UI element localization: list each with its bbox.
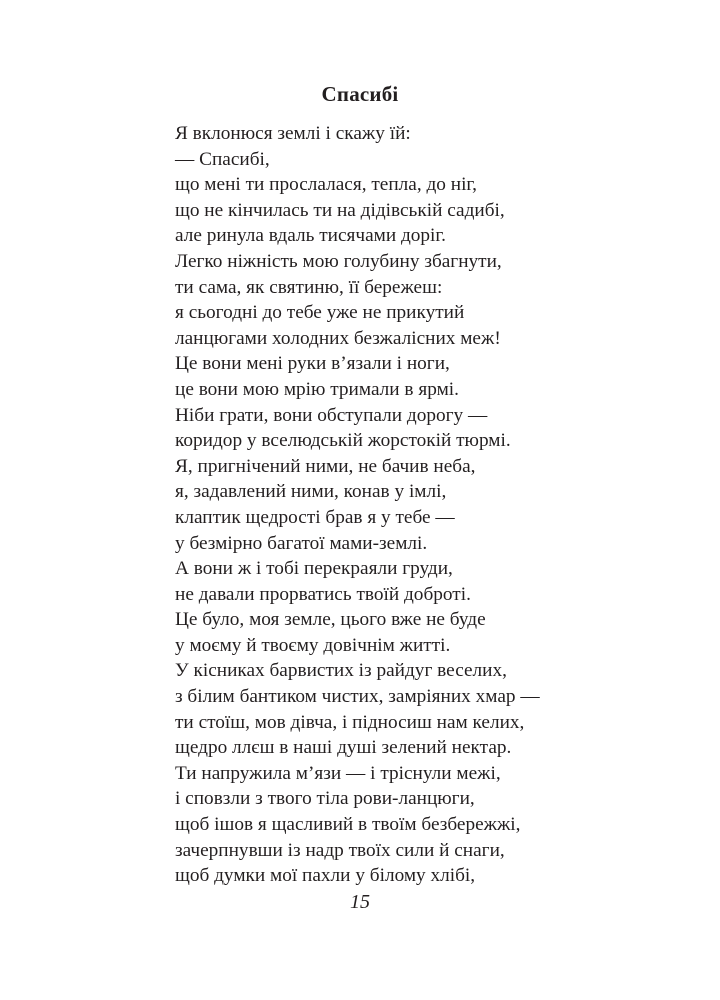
- poem-line: що мені ти прослалася, тепла, до ніг,: [175, 174, 477, 196]
- poem-line: зачерпнувши із надр твоїх сили й снаги,: [175, 839, 505, 861]
- poem-line: А вони ж і тобі перекраяли груди,: [175, 558, 453, 580]
- poem-line: щоб думки мої пахли у білому хлібі,: [175, 865, 476, 887]
- poem-title: Спасибі: [321, 82, 399, 106]
- poem-line: Ти напружила м’язи — і тріснули межі,: [175, 762, 501, 784]
- poem-line: Я вклонюся землі і скажу їй:: [175, 123, 411, 144]
- poem-line: я сьогодні до тебе уже не прикутий: [175, 302, 465, 324]
- poem-line: Це вони мені руки в’язали і ноги,: [175, 353, 450, 375]
- poem-line: У кісниках барвистих із райдуг веселих,: [175, 660, 507, 682]
- poem-line: ланцюгами холодних безжалісних меж!: [175, 327, 501, 349]
- poem-line: Легко ніжність мою голубину збагнути,: [175, 250, 502, 272]
- poem-line: Ніби грати, вони обступали дорогу —: [175, 404, 488, 426]
- poem-line: ти сама, як святиню, її бережеш:: [175, 276, 443, 298]
- poem-line: Це було, моя земле, цього вже не буде: [175, 609, 486, 631]
- poem-line: — Спасибі,: [175, 148, 270, 170]
- poem-line: коридор у вселюдській жорстокій тюрмі.: [175, 430, 511, 452]
- poem-line: це вони мою мрію тримали в ярмі.: [175, 378, 459, 400]
- poem-line: у безмірно багатої мами-землі.: [175, 532, 428, 554]
- poem-line: щоб ішов я щасливий в твоїм безбережжі,: [175, 814, 521, 836]
- poem-line: але ринула вдаль тисячами доріг.: [175, 225, 446, 247]
- poem-line: у моєму й твоєму довічнім житті.: [175, 634, 451, 656]
- poem-line: що не кінчилась ти на дідівській садибі,: [175, 199, 505, 221]
- poem-line: клаптик щедрості брав я у тебе —: [175, 506, 455, 528]
- poem-line: і сповзли з твого тіла рови-ланцюги,: [175, 788, 475, 810]
- poem-line: не давали прорватись твоїй доброті.: [175, 583, 471, 605]
- poem-line: Я, пригнічений ними, не бачив неба,: [175, 455, 476, 477]
- page-number: 15: [350, 891, 370, 913]
- poem-body: [175, 121, 675, 889]
- poem-line: я, задавлений ними, конав у імлі,: [175, 481, 447, 503]
- poem-line: ти стоїш, мов дівча, і підносиш нам келих,: [175, 711, 525, 733]
- poem-line: з білим бантиком чистих, замріяних хмар —: [175, 686, 540, 708]
- poem-line: щедро ллєш в наші душі зелений нектар.: [175, 737, 512, 759]
